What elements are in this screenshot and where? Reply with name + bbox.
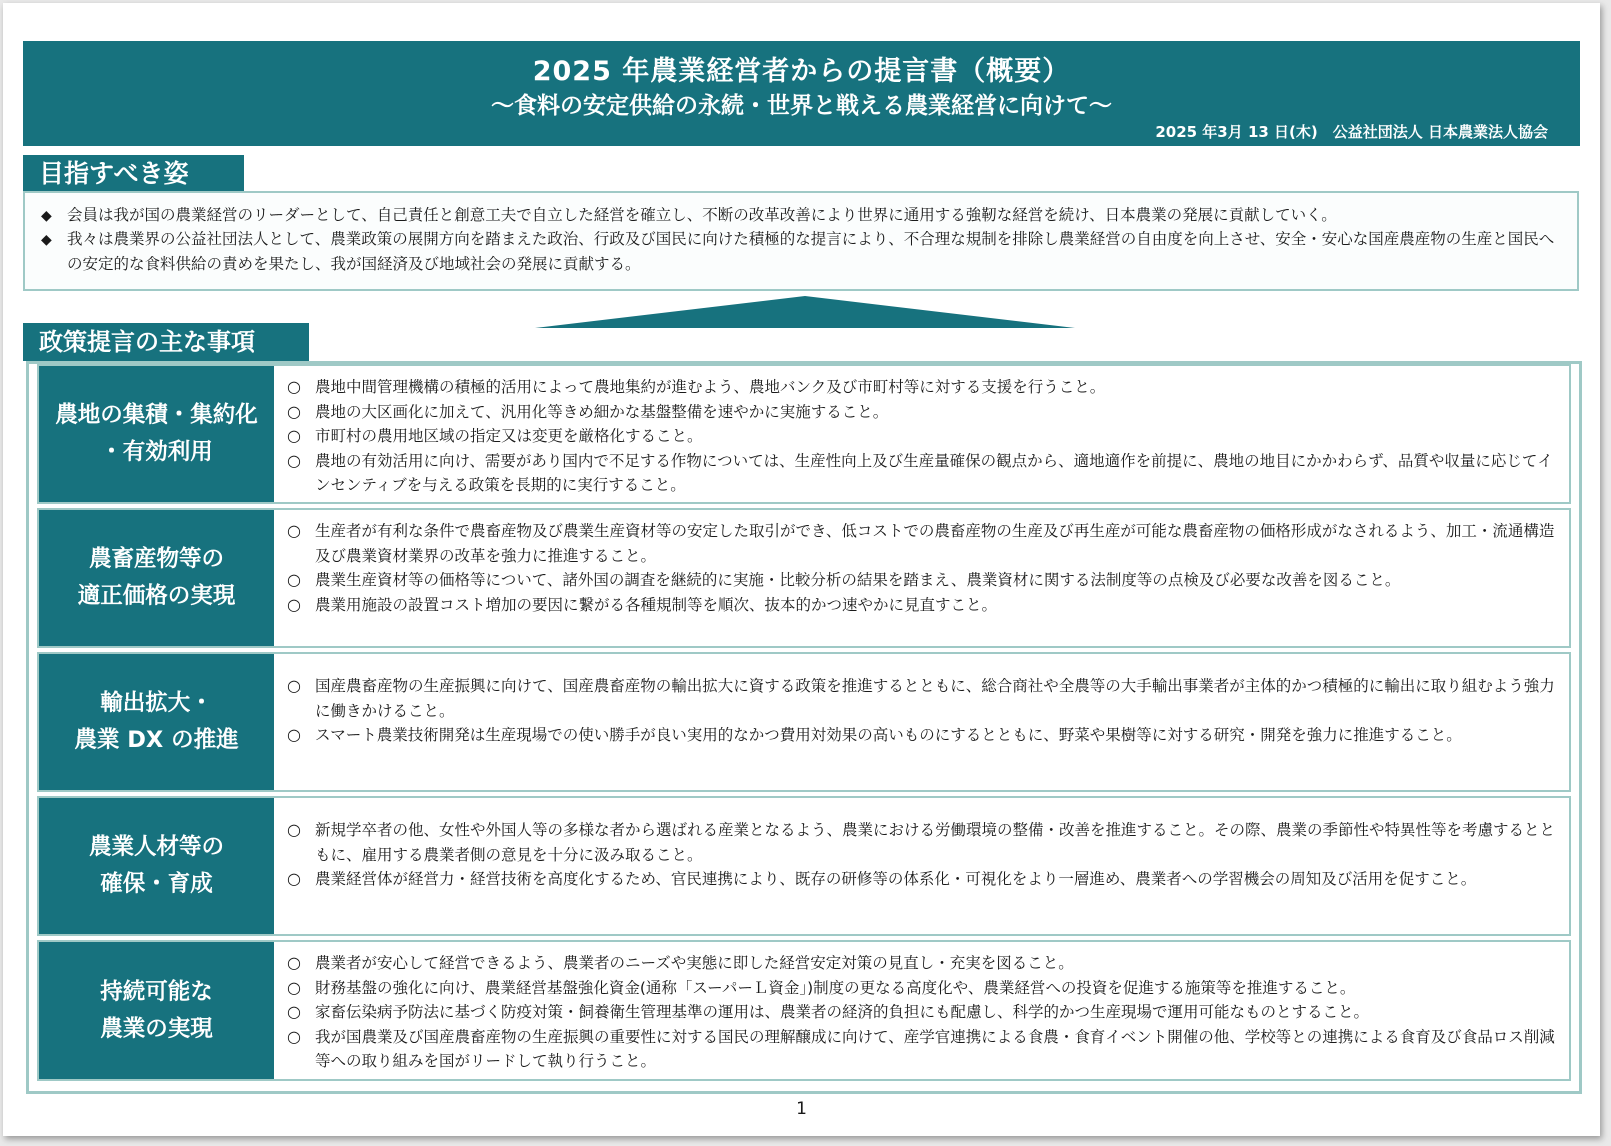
header-banner	[23, 41, 1580, 146]
date-and-organization: 2025 年3月 13 日(木) 公益社団法人 日本農業法人協会	[1155, 123, 1548, 141]
policy-row-human-resources	[37, 796, 1571, 936]
vision-heading: 目指すべき姿	[23, 155, 244, 191]
row-items	[287, 674, 1557, 748]
diamond-bullet-icon: ◆	[41, 232, 52, 248]
list-item: ○ 農地の大区画化に加えて、汎用化等きめ細かな基盤整備を速やかに実施すること。	[287, 400, 1557, 425]
list-item: ○ 国産農畜産物の生産振興に向けて、国産農畜産物の輸出拡大に資する政策を推進するとともに、総合商社や全農等の大手輸出事業者が主体的かつ積極的に輸出に取り組むよう強力に働きかけること。	[287, 676, 1555, 720]
policy-table	[26, 361, 1582, 1094]
document-subtitle: ～食料の安定供給の永続・世界と戦える農業経営に向けて～	[491, 93, 1112, 119]
row-items	[287, 818, 1557, 892]
circle-bullet-icon: ○	[287, 953, 301, 972]
document-title: 2025 年農業経営者からの提言書（概要）	[532, 56, 1071, 87]
list-item: ○ 財務基盤の強化に向け、農業経営基盤強化資金(通称「スーパーＬ資金」)制度の更なる高度化や、農業経営への投資を促進する施策等を推進すること。	[287, 976, 1557, 1001]
circle-bullet-icon: ○	[287, 594, 301, 614]
list-item: ○ 市町村の農用地区域の指定又は変更を厳格化すること。	[287, 424, 1557, 449]
list-item: ○ 農地中間管理機構の積極的活用によって農地集約が進むよう、農地バンク及び市町村等に対する支援を行うこと。	[287, 375, 1557, 400]
circle-bullet-icon: ○	[287, 570, 301, 589]
list-item: ○ 農業経営体が経営力・経営技術を高度化するため、官民連携により、既存の研修等の体系化・可視化をより一層進め、農業者への学習機会の周知及び活用を促すこと。	[287, 867, 1557, 892]
list-item: ○ 農業生産資材等の価格等について、諸外国の調査を継続的に実施・比較分析の結果を踏まえ、農業資材に関する法制度等の点検及び必要な改善を図ること。	[287, 568, 1557, 593]
policy-row-sustainability	[37, 940, 1571, 1081]
vision-box	[23, 191, 1579, 291]
list-item: ○ 農地の有効活用に向け、需要があり国内で不足する作物については、生産性向上及び生産量確保の観点から、適地適作を前提に、農地の地目にかかわらず、品質や収量に応じてインセンティブを与える政策を長期的に実行すること。	[287, 450, 1553, 494]
circle-bullet-icon: ○	[287, 1026, 301, 1046]
row-label: 農畜産物等の 適正価格の実現	[39, 510, 274, 646]
vision-bullet: ◆ 我々は農業界の公益社団法人として、農業政策の展開方向を踏まえた政治、行政及び国民に向けた積極的な提言により、不合理な規制を排除し農業経営の自由度を向上させ、安全・安心な国産農産物の生産と国民への安定的な食料供給の責めを果たし、我が国経済及び地域社会の発展に貢献する。	[41, 230, 1555, 273]
circle-bullet-icon: ○	[287, 977, 301, 997]
document-page	[3, 3, 1600, 1136]
circle-bullet-icon: ○	[287, 521, 301, 540]
up-arrow-icon	[535, 296, 1075, 331]
list-item: ○ 農業者が安心して経営できるよう、農業者のニーズや実態に即した経営安定対策の見直し・充実を図ること。	[287, 951, 1557, 976]
circle-bullet-icon: ○	[287, 725, 301, 744]
page-number: 1	[796, 1099, 807, 1119]
row-label: 持続可能な 農業の実現	[39, 942, 274, 1079]
row-items	[287, 951, 1557, 1074]
circle-bullet-icon: ○	[287, 820, 301, 839]
diamond-bullet-icon: ◆	[41, 208, 52, 224]
policy-row-pricing	[37, 508, 1571, 648]
vision-bullet: ◆ 会員は我が国の農業経営のリーダーとして、自己責任と創意工夫で自立した経営を確立し、不断の改革改善により世界に通用する強靭な経営を続け、日本農業の発展に貢献していく。	[41, 203, 1559, 228]
policy-row-farmland	[37, 364, 1571, 504]
policy-row-export-dx	[37, 652, 1571, 792]
circle-bullet-icon: ○	[287, 401, 301, 421]
circle-bullet-icon: ○	[287, 1002, 301, 1021]
circle-bullet-icon: ○	[287, 450, 301, 470]
row-items	[287, 375, 1557, 498]
row-label: 輸出拡大・ 農業 DX の推進	[39, 654, 274, 790]
circle-bullet-icon: ○	[287, 676, 301, 695]
row-items	[287, 519, 1557, 617]
list-item: ○ 新規学卒者の他、女性や外国人等の多様な者から選ばれる産業となるよう、農業における労働環境の整備・改善を推進すること。その際、農業の季節性や特異性等を考慮するとともに、雇用する農業者側の意見を十分に汲み取ること。	[287, 820, 1556, 864]
circle-bullet-icon: ○	[287, 426, 301, 445]
list-item: ○ 農業用施設の設置コスト増加の要因に繋がる各種規制等を順次、抜本的かつ速やかに見直すこと。	[287, 593, 1557, 618]
list-item: ○ 生産者が有利な条件で農畜産物及び農業生産資材等の安定した取引ができ、低コストでの農畜産物の生産及び再生産が可能な農畜産物の価格形成がなされるよう、加工・流通構造及び農業資材業界の改革を強力に推進すること。	[287, 521, 1555, 565]
circle-bullet-icon: ○	[287, 377, 301, 396]
list-item: ○ スマート農業技術開発は生産現場での使い勝手が良い実用的なかつ費用対効果の高いものにするとともに、野菜や果樹等に対する研究・開発を強力に推進すること。	[287, 723, 1557, 748]
list-item: ○ 我が国農業及び国産農畜産物の生産振興の重要性に対する国民の理解醸成に向けて、産学官連携による食農・食育イベント開催の他、学校等との連携による食育及び食品ロス削減等への取り組みを国がリードして執り行うこと。	[287, 1026, 1555, 1070]
circle-bullet-icon: ○	[287, 869, 301, 888]
row-label: 農業人材等の 確保・育成	[39, 798, 274, 934]
policy-heading: 政策提言の主な事項	[23, 323, 309, 361]
row-label: 農地の集積・集約化 ・有効利用	[39, 366, 274, 502]
list-item: ○ 家畜伝染病予防法に基づく防疫対策・飼養衛生管理基準の運用は、農業者の経済的負担にも配慮し、科学的かつ生産現場で運用可能なものとすること。	[287, 1000, 1557, 1025]
